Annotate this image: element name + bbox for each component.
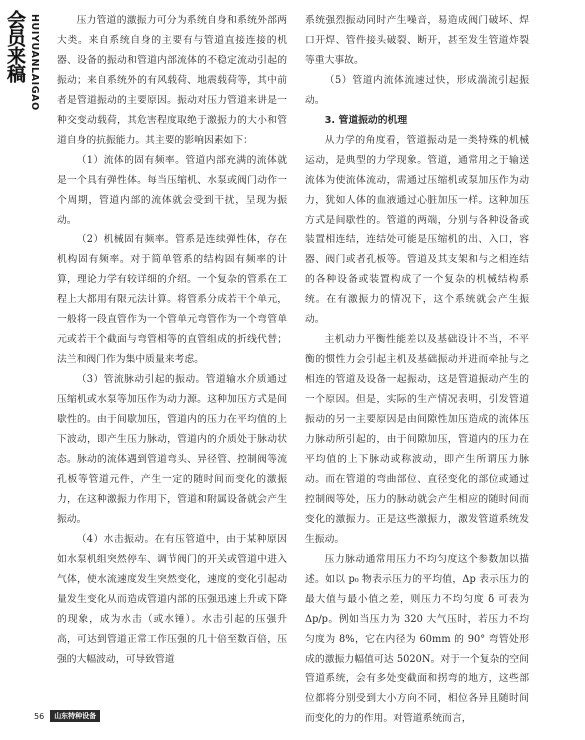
sidebar [0, 0, 44, 740]
left-text-column [57, 11, 287, 669]
paragraph: 压力脉动通常用压力不均匀度这个参数加以描述。如以 p₀ 物表示压力的平均值，Δp 表示压力的最大值与最小值之差，则压力不均匀度 δ 可表为 Δp/p。例如当压力为 320 大气压时，若压力不均匀度为 8%，它在内径为 60mm 的 90° 弯管处形成的激振力幅值可达 5020N。对于一个复杂的空间管道系统，会有多处变截面和拐弯的地方，这些部位都将分别受到大小方向不同，相位各异且随时间而变化的力的作用。对管道系统而言， [305, 553, 529, 725]
paragraph: （2）机械固有频率。管系是连续弹性体，存在机构固有频率。对于简单管系的结构固有频率的计算，理论力学有较详细的介绍。一个复杂的管系在工程上大都用有限元法计算。将管系分成若干个单元，一般将一段直管作为一个管单元弯管作为一个弯管单元或若干个截面与弯管相等的直管组成的折线代替；法兰和阀门作为集中质量来考虑。 [57, 234, 287, 366]
page-number: 56 [34, 711, 45, 721]
right-text-column [305, 11, 529, 729]
paragraph: （4）水击振动。在有压管道中，由于某种原因如水泵机组突然停车、调节阀门的开关或管道中进入气体，使水流速度发生突然变化，速度的变化引起动量发生变化从而造成管道内部的压强迅速上升或下降的现象，成为水击（或水锤）。水击引起的压强升高，可达到管道正常工作压强的几十倍至数百倍，压强的大幅波动，可导致管道 [57, 533, 287, 665]
paragraph: 系统强烈振动同时产生噪音，易造成阀门破坏、焊口开焊、管件接头破裂、断开，甚至发生管道炸裂等重大事故。 [305, 15, 529, 66]
paragraph: 压力管道的激振力可分为系统自身和系统外部两大类。来自系统自身的主要有与管道直接连接的机器、设备的振动和管道内部流体的不稳定流动引起的振动；来自系统外的有风载荷、地震载荷等，其中前者是管道振动的主要原因。振动对压力管道来讲是一种交变动载荷，其危害程度取绝于激振力的大小和管道自身的抗振能力。其主要的影响因素如下： [57, 15, 287, 146]
page-footer [34, 710, 100, 722]
paragraph: （5）管道内流体流速过快，形成湍流引起振动。 [305, 74, 529, 106]
column-brand-pinyin: HUIYUANLAIGAO [29, 14, 40, 111]
paragraph: 主机动力平衡性能差以及基础设计不当，不平衡的惯性力会引起主机及基础振动并进而牵扯与之相连的管道及设备一起振动，这是管道振动产生的一个原因。但是，实际的生产情况表明，引发管道振动的另一主要原因是由间隙性加压造成的流体压力脉动所引起的，由于间隙加压，管道内的压力在平均值的上下脉动或称波动，即产生所谓压力脉动。而在管道的弯曲部位、直径变化的部位或通过控制阀等处，压力的脉动就会产生相应的随时间而变化的激振力。正是这些激振力，激发管道系统发生振动。 [305, 334, 529, 545]
journal-name-badge: 山东特种设备 [50, 710, 100, 722]
paragraph: （1）流体的固有频率。管道内部充满的流体就是一个具有弹性体。每当压缩机、水泵或阀门动作一个周期，管道内部的流体就会受到干扰，呈现为振动。 [57, 154, 287, 226]
paragraph: 从力学的角度看，管道振动是一类特殊的机械运动，是典型的力学现象。管道，通常用之于输送流体为使流体流动，需通过压缩机或泵加压作为动力，犹如人体的血液通过心脏加压一样。这种加压方式是间歇性的。管道的两端，分别与各种设备或装置相连结，连结处可能是压缩机的出、入口，容器、阀门或者孔板等。管道及其支架和与之相连结的各种设备或装置构成了一个复杂的机械结构系统。在有激振力的情况下，这个系统就会产生振动。 [305, 134, 529, 326]
section-heading: 3. 管道振动的机理 [324, 114, 408, 126]
column-brand-title: 会员来稿 [4, 10, 26, 82]
paragraph: （3）管流脉动引起的振动。管道输水介质通过压缩机或水泵等加压作为动力源。这种加压方式是间歇性的。由于间歇加压，管道内的压力在平均值的上下波动，即产生压力脉动，管道内的介质处于脉动状态。脉动的流体遇到管道弯头、异径管、控制阀等流孔板等管道元件，产生一定的随时间而变化的激振力，在这种激振力作用下，管道和附属设备就会产生振动。 [57, 374, 287, 525]
